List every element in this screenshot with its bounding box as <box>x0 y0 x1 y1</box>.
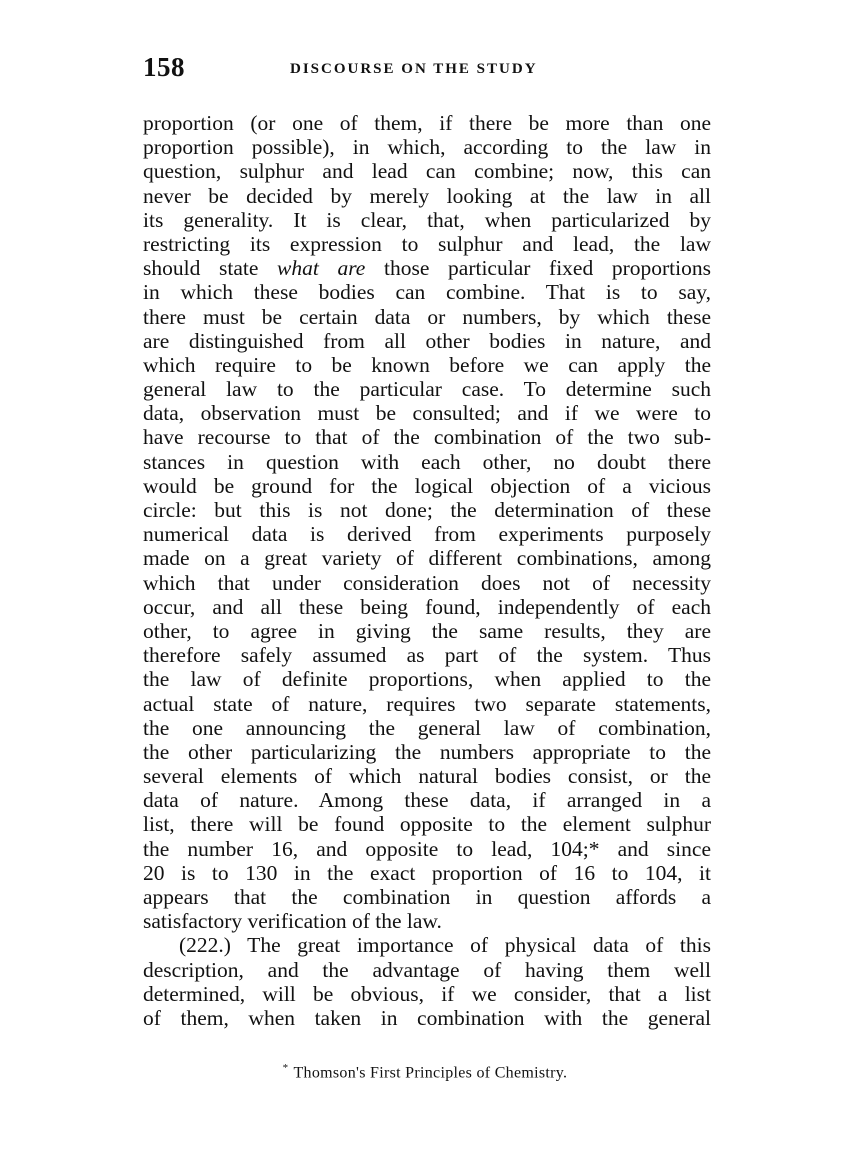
text-line: description, and the advantage of having them well <box>143 957 711 982</box>
text-line: made on a great variety of different combinations, among <box>143 546 711 571</box>
text-line: the law of definite proportions, when applied to the <box>143 667 711 692</box>
text-line: which require to be known before we can apply the <box>143 352 711 377</box>
footnote <box>0 1062 850 1082</box>
text-line: stances in question with each other, no doubt there <box>143 449 711 474</box>
text-line: restricting its expression to sulphur and lead, the law <box>143 231 711 256</box>
page-number: 158 <box>143 52 185 82</box>
body-text <box>143 111 711 1030</box>
text-line: several elements of which natural bodies consist, or the <box>143 764 711 789</box>
text-line-with-emphasis <box>143 256 711 280</box>
text-line: data of nature. Among these data, if arranged in a <box>143 788 711 813</box>
text-line: therefore safely assumed as part of the system. Thus <box>143 643 711 668</box>
text-line: which that under consideration does not of necessity <box>143 570 711 595</box>
text-line: there must be certain data or numbers, by which these <box>143 304 711 329</box>
text-line: satisfactory verification of the law. <box>143 909 442 934</box>
text-line: determined, will be obvious, if we consider, that a list <box>143 981 711 1006</box>
paragraph-start-line: (222.) The great importance of physical data of this <box>179 933 711 958</box>
text-line: list, there will be found opposite to the element sulphur <box>143 812 711 837</box>
text-line: in which these bodies can combine. That is to say, <box>143 280 711 305</box>
text-line: general law to the particular case. To determine such <box>143 377 711 402</box>
text-line: the number 16, and opposite to lead, 104;* and since <box>143 836 711 861</box>
text-line: of them, when taken in combination with the general <box>143 1005 711 1030</box>
text-line: 20 is to 130 in the exact proportion of 16 to 104, it <box>143 860 711 885</box>
text-fragment: those particular fixed proportions <box>365 256 711 281</box>
footnote-mark: * <box>282 1062 289 1074</box>
text-line: proportion (or one of them, if there be more than one <box>143 111 711 135</box>
text-line: occur, and all these being found, independently of each <box>143 594 711 619</box>
text-line: never be decided by merely looking at the law in all <box>143 183 711 208</box>
text-line: other, to agree in giving the same results, they are <box>143 618 711 643</box>
text-line: actual state of nature, requires two separate statements, <box>143 691 711 716</box>
text-line: proportion possible), in which, according to the law in <box>143 135 711 160</box>
text-line: numerical data is derived from experiments purposely <box>143 522 711 547</box>
text-line: the one announcing the general law of combination, <box>143 715 711 740</box>
text-fragment: should state <box>143 256 278 281</box>
text-line: circle: but this is not done; the determination of these <box>143 498 711 522</box>
text-line: its generality. It is clear, that, when particularized by <box>143 207 711 232</box>
text-line: are distinguished from all other bodies in nature, and <box>143 328 711 353</box>
text-line: appears that the combination in question affords a <box>143 885 711 909</box>
text-line: question, sulphur and lead can combine; now, this can <box>143 159 711 184</box>
text-line: would be ground for the logical objection of a vicious <box>143 473 711 498</box>
text-line: the other particularizing the numbers appropriate to the <box>143 739 711 764</box>
emphasis-what-are: what are <box>277 256 366 281</box>
text-line: data, observation must be consulted; and if we were to <box>143 401 711 426</box>
footnote-text: Thomson's First Principles of Chemistry. <box>293 1064 568 1082</box>
text-line: have recourse to that of the combination of the two sub- <box>143 425 711 450</box>
page-header <box>143 52 711 88</box>
running-head: DISCOURSE ON THE STUDY <box>290 61 538 77</box>
